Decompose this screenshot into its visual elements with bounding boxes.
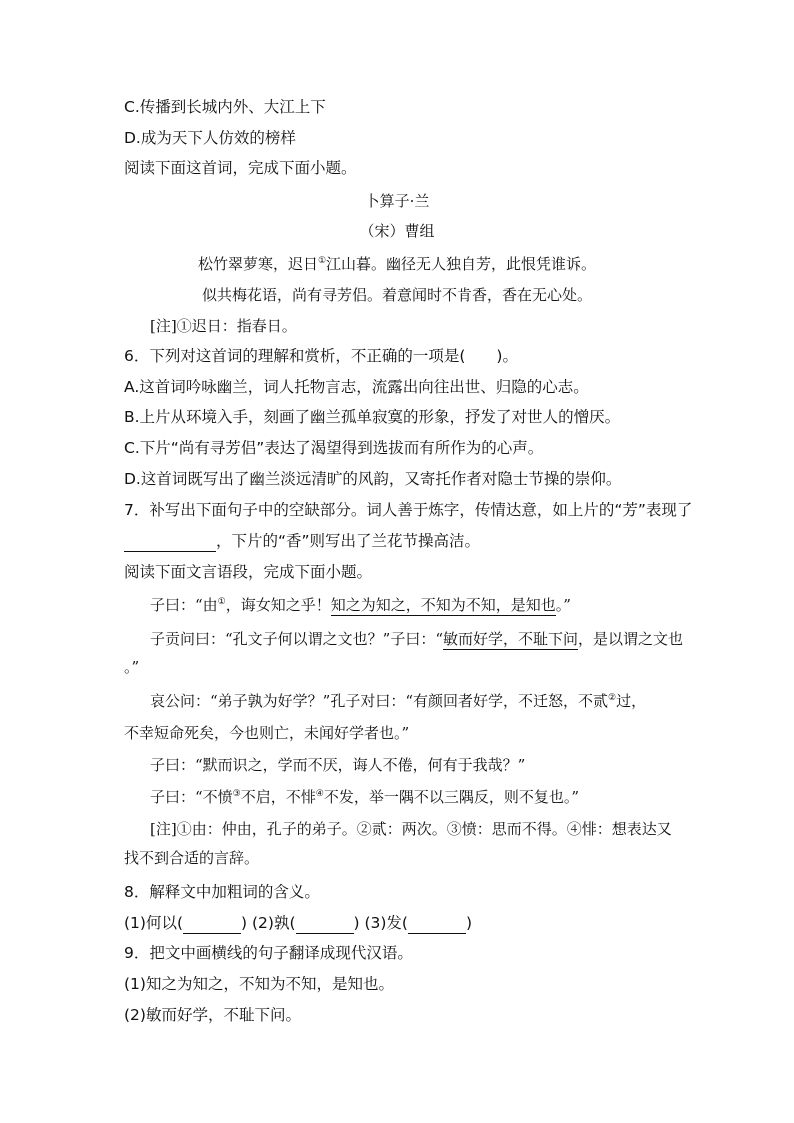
passage-text: 子曰：“由 [150,596,218,614]
q8-stem: 8．解释文中加粗词的含义。 [124,883,320,901]
footnote-mark: ④ [315,789,324,799]
q7-stem-rest: ，下片的“香”则写出了兰花节操高洁。 [216,532,481,550]
q8-item: ) (3)发( [353,914,408,932]
q8-blank-2[interactable] [296,915,354,934]
passage-para-3-cont: 不幸短命死矣，今也则亡，未闻好学者也。” [124,724,410,742]
poem-line-1-part: 江山暮。幽径无人独自芳，此恨凭谁诉。 [326,255,597,273]
q6-option-a: A.这首词吟咏幽兰，词人托物言志，流露出向往出世、归隐的心志。 [124,378,589,396]
q8-item: ) [465,914,473,932]
poem-line-1 [0,253,794,275]
passage-intro: 阅读下面文言语段，完成下面小题。 [124,563,373,581]
footnote-mark: ③ [232,789,241,799]
q6-stem: 6．下列对这首词的理解和赏析，不正确的一项是( )。 [124,347,518,365]
q6-option-d: D.这首词既写出了幽兰淡远清旷的风韵，又寄托作者对隐士节操的崇仰。 [124,470,622,488]
passage-text: 过， [616,692,647,710]
poem-title: 卜算子·兰 [364,192,430,210]
footnote-mark: ① [217,597,226,607]
q7-stem-line-2 [124,530,480,552]
passage-para-3 [150,690,646,712]
q8-blank-3[interactable] [408,915,466,934]
passage-note-cont: 找不到合适的言辞。 [124,849,260,867]
passage-para-2 [150,628,683,650]
q7-stem: 7．补写出下面句子中的空缺部分。词人善于炼字，传情达意，如上片的“芳”表现了 [124,501,693,519]
q6-option-b: B.上片从环境入手，刻画了幽兰孤单寂寞的形象，抒发了对世人的憎厌。 [124,408,621,426]
q6-option-c: C.下片“尚有寻芳侣”表达了渴望得到选拔而有所作为的心声。 [124,439,544,457]
passage-text: ，是以谓之文也 [578,630,684,648]
q8-item: ) (2)孰( [241,914,296,932]
q9-item-2: (2)敏而好学，不耻下问。 [124,1006,301,1024]
passage-text: 。” [555,596,571,614]
passage-text: 子贡问曰：“孔文子何以谓之文也？”子曰：“ [150,630,444,648]
underlined-sentence-1: 知之为知之，不知为不知，是知也 [330,596,556,614]
underlined-sentence-2: 敏而好学，不耻下问 [443,630,579,648]
passage-para-1 [150,594,571,616]
footnote-mark: ② [608,693,617,703]
q8-item: (1)何以( [124,914,184,932]
passage-para-2-cont: 。” [124,658,140,676]
q8-blank-1[interactable] [183,915,241,934]
passage-note: [注]①由：仲由，孔子的弟子。②贰：两次。③愤：思而不得。④悱：想表达又 [150,820,672,838]
passage-text: 不启，不悱 [240,788,316,806]
q5-option-c: C.传播到长城内外、大江上下 [124,98,326,116]
q8-items [124,912,472,934]
passage-text: ，诲女知之乎！ [225,596,331,614]
poem-line-2: 似共梅花语，尚有寻芳侣。着意闻时不肯香，香在无心处。 [201,286,592,304]
poem-intro: 阅读下面这首词，完成下面小题。 [124,159,357,177]
footnote-mark: ① [317,256,327,266]
passage-para-4: 子曰：“默而识之，学而不厌，诲人不倦，何有于我哉？” [150,756,526,774]
q7-answer-blank[interactable] [124,533,216,552]
poem-note: [注]①迟日：指春日。 [150,317,297,335]
passage-text: 子曰：“不愤 [150,788,233,806]
poem-author: （宋）曹组 [359,222,435,240]
passage-para-5 [150,786,579,808]
passage-text: 不发，举一隅不以三隅反，则不复也。” [323,788,580,806]
q9-item-1: (1)知之为知之，不知为不知，是知也。 [124,975,394,993]
passage-text: 哀公问：“弟子孰为好学？”孔子对曰：“有颜回者好学，不迁怒，不贰 [150,692,609,710]
q9-stem: 9．把文中画横线的句子翻译成现代汉语。 [124,944,413,962]
q5-option-d: D.成为天下人仿效的榜样 [124,129,296,147]
poem-line-1-part: 松竹翠萝寒，迟日 [197,255,318,273]
